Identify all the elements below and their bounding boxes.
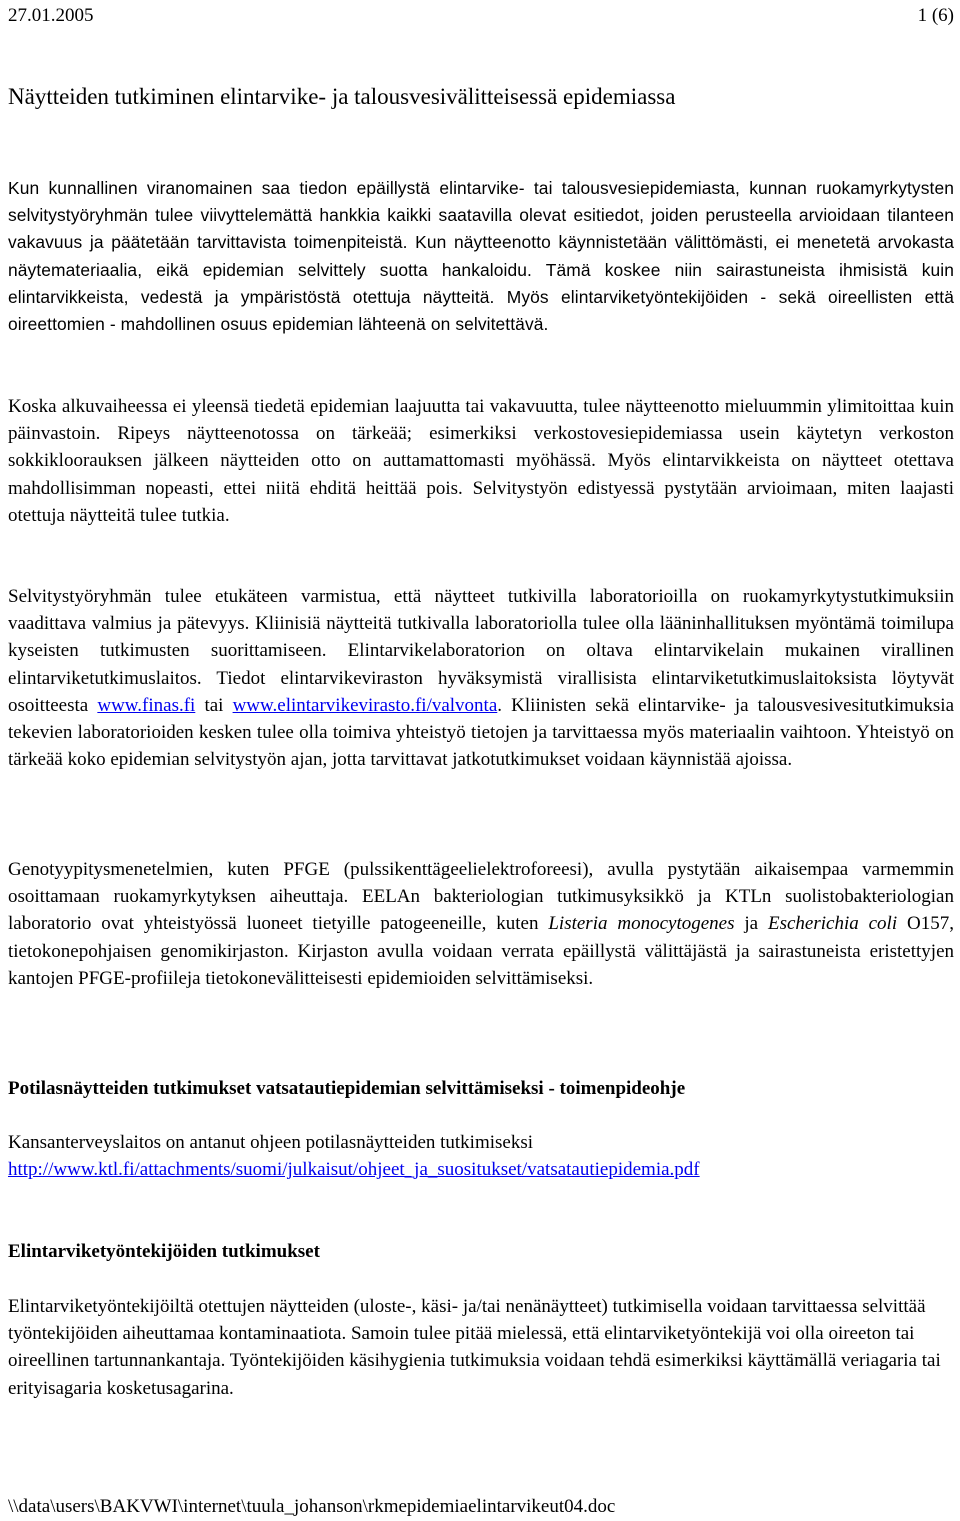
genotyping-text-1: Genotyypitysmenetelmien, kuten PFGE (pulssikenttägeelielektroforeesi), avulla pystytään aikaisempaa varmemmin osoittamaan ruokamyrkytyksen aiheuttaja. EELAn bakteriologian tutkimusyksikkö ja KTLn suolistobakteriologian laboratorio ovat yhteistyössä luoneet tietyille patogeeneille, kuten: [8, 859, 954, 935]
elintarvikevirasto-link[interactable]: www.elintarvikevirasto.fi/valvonta: [232, 694, 498, 716]
paragraph-patient-samples: [8, 1129, 954, 1183]
paragraph-sampling-urgency: Koska alkuvaiheessa ei yleensä tiedetä epidemian laajuutta tai vakavuutta, tulee näytteenotto mieluummin ylimitoittaa kuin päinvastoin. Ripeys näytteenotossa on tärkeää; esimerkiksi verkostovesiepidemiassa usein käytetyn verkoston sokkikloorauksen jälkeen näytteiden otto on auttamattomasti myöhässä. Myös elintarvikkeista on näytteet otettava mahdollisimman nopeasti, ettei niitä ehditä heittää pois. Selvitystyön edistyessä pystytään arvioimaan, miten laajasti otettuja näytteitä tulee tutkia.: [8, 396, 954, 526]
heading-patient-samples: Potilasnäytteiden tutkimukset vatsatautiepidemian selvittämiseksi - toimenpideohje: [8, 1078, 686, 1099]
header-date: 27.01.2005: [8, 5, 94, 26]
laboratories-text-start: Selvitystyöryhmän tulee etukäteen varmistua, että näytteet tutkivilla laboratorioilla on ruokamyrkytystutkimuksiin vaadittava valmius ja pätevyys. Kliinisiä näytteitä tutkivalla laboratoriolla tulee olla lääninhallituksen myöntämä toimilupa kyseisten tutkimusten suorittamiseen. Elintarvikelaboratorion on oltava elintarvikelain mukainen virallinen elintarviketutkimuslaitos. Tiedot elintarvikeviraston hyväksymistä virallisista elintarviketutkimuslaitoksista löytyvät osoitteesta: [8, 586, 954, 716]
patient-samples-text: Kansanterveyslaitos on antanut ohjeen potilasnäytteiden tutkimiseksi: [8, 1132, 534, 1153]
genotyping-text-3: O157, tietokonepohjaisen genomikirjaston. Kirjaston avulla voidaan verrata epäillystä välittäjästä ja sairastuneista eristettyjen kantojen PFGE-profiileja tietokonevälitteisesti epidemioiden selvittämiseksi.: [8, 913, 954, 989]
intro-sentence-3: Tämä koskee niin sairastuneista ihmisistä kuin elintarvikkeista, vedestä ja ympäristöstä otettuja näytteitä.: [8, 259, 954, 307]
page-header: [8, 3, 954, 29]
intro-sentence-1: Kun kunnallinen viranomainen saa tiedon epäillystä elintarvike- tai talousvesiepidemiasta, kunnan ruokamyrkytysten selvitystyöryhmän tulee viivyttelemättä hankkia kaikki saatavilla olevat esitiedot, joiden perusteella arvioidaan tilanteen vakavuus ja päätetään tarvittavista toimenpiteistä.: [8, 178, 954, 253]
footer-file-path: \\data\users\BAKVWI\internet\tuula_johanson\rkmepidemiaelintarvikeut04.doc: [8, 1496, 616, 1517]
species-escherichia: Escherichia coli: [767, 913, 898, 935]
laboratories-text-or: tai: [195, 694, 233, 716]
paragraph-food-workers: Elintarviketyöntekijöiltä otettujen näytteiden (uloste-, käsi- ja/tai nenänäytteet) tutkimisella voidaan tarvittaessa selvittää työntekijöiden aiheuttamaa kontaminaatiota. Samoin tulee pitää mielessä, että elintarviketyöntekijä voi olla oireeton tai oireellinen tartunnankantaja. Työntekijöiden käsihygienia tutkimuksia voidaan tehdä esimerkiksi käyttämällä veriagaria tai erityisagaria kosketusagarina.: [8, 1296, 941, 1399]
paragraph-intro: [8, 175, 954, 338]
intro-sentence-2: Kun näytteenotto käynnistetään välittömästi, ei menetetä arvokasta näytemateriaalia, eikä epidemian selvittely suotta hankaloidu.: [8, 232, 955, 280]
paragraph-genotyping: [8, 856, 954, 992]
document-page: [8, 0, 954, 1521]
species-listeria: Listeria monocytogenes: [548, 913, 735, 935]
document-title: Näytteiden tutkiminen elintarvike- ja talousvesivälitteisessä epidemiassa: [8, 84, 676, 109]
finas-link[interactable]: www.finas.fi: [97, 694, 196, 716]
intro-sentence-4: Myös elintarviketyöntekijöiden - sekä oireellisten että oireettomien - mahdollinen osuus epidemian lähteenä on selvitettävä.: [8, 286, 954, 335]
genotyping-text-2: ja: [734, 913, 768, 935]
ktl-guideline-link[interactable]: http://www.ktl.fi/attachments/suomi/julkaisut/ohjeet_ja_suositukset/vatsatautiepidemia.pdf: [8, 1159, 700, 1181]
laboratories-text-end: . Kliinisten sekä elintarvike- ja talousvesivesitutkimuksia tekevien laboratorioiden kesken tulee olla toimiva yhteistyö tietojen ja tarvittaessa myös materiaalin vaihtoon. Yhteistyö on tärkeää koko epidemian selvitystyön ajan, jotta tarvittavat jatkotutkimukset voidaan käynnistää ajoissa.: [8, 694, 954, 771]
page-number: 1 (6): [917, 5, 954, 26]
paragraph-laboratories: [8, 583, 954, 773]
heading-food-workers: Elintarviketyöntekijöiden tutkimukset: [8, 1241, 320, 1262]
